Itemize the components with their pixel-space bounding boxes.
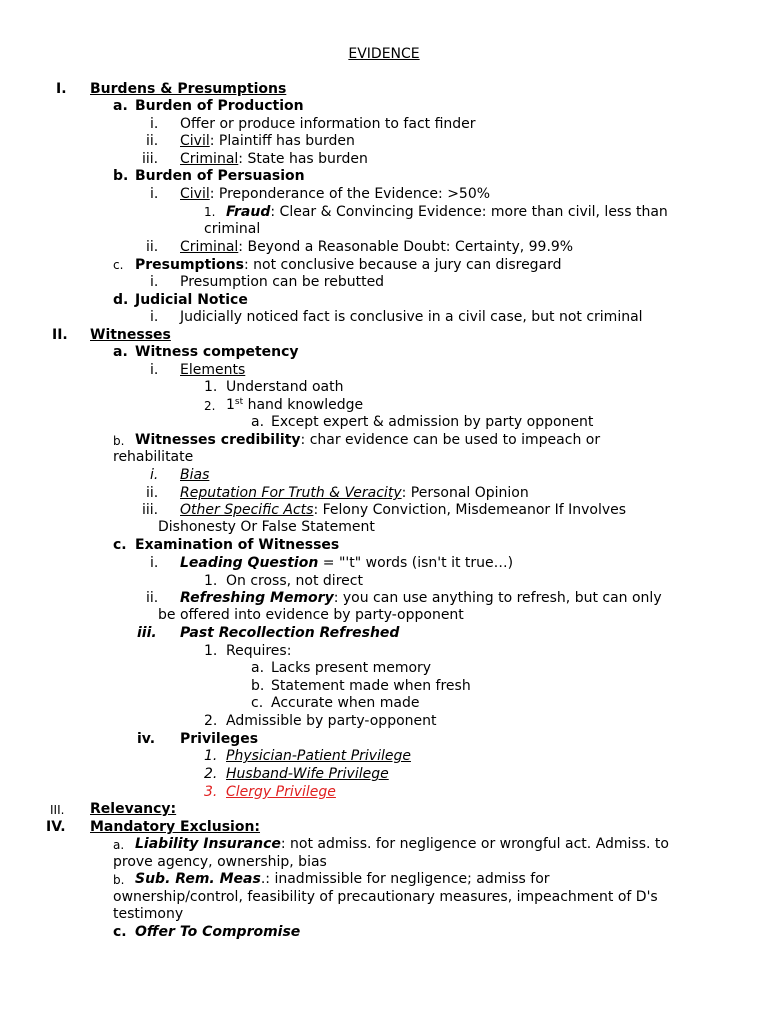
- s2-c-iii-1-c-text: Accurate when made: [271, 695, 420, 711]
- s4-b-text: [135, 871, 550, 888]
- s2-c-iv-text: Privileges: [180, 731, 259, 747]
- s2-c-i-text: [180, 555, 513, 572]
- s2-b-iii-italic-underlined: Other Specific Acts: [180, 502, 314, 518]
- s2-c-iv-2-text: Husband-Wife Privilege: [226, 766, 389, 782]
- s2-b-iii-text: [180, 502, 626, 519]
- s2-c-iii-text: Past Recollection Refreshed: [180, 625, 400, 641]
- s1-b-i-1-rest: : Clear & Convincing Evidence: more than civil, less than: [270, 204, 668, 220]
- s1-b-ii-number: ii.: [146, 239, 159, 255]
- s1-a-ii-underlined: Civil: [180, 133, 210, 149]
- s1-b-label: Burden of Persuasion: [135, 168, 305, 184]
- s1-a-iii-rest: : State has burden: [238, 151, 368, 167]
- s4-c-number: c.: [113, 924, 127, 940]
- s2-c-iv-number: iv.: [137, 731, 156, 747]
- s4-a-continuation: prove agency, ownership, bias: [113, 854, 327, 870]
- s2-c-ii-text: [180, 590, 662, 607]
- s4-a-rest: : not admiss. for negligence or wrongful act. Admiss. to: [280, 836, 669, 852]
- s2-c-iii-1-b-text: Statement made when fresh: [271, 678, 471, 694]
- s2-c-iii-2-text: Admissible by party-opponent: [226, 713, 437, 729]
- s2-b-ii-number: ii.: [146, 485, 159, 501]
- s2-a-i-2-text: [226, 397, 363, 414]
- s2-c-i-rest: = "'t" words (isn't it true…): [318, 555, 514, 571]
- s1-a-iii-text: [180, 151, 368, 168]
- s1-c-text: [135, 257, 562, 274]
- s2-b-iii-rest: : Felony Conviction, Misdemeanor If Involves: [313, 502, 627, 518]
- s1-b-ii-rest: : Beyond a Reasonable Doubt: Certainty, 99.9%: [238, 239, 574, 255]
- s4-a-text: [135, 836, 669, 853]
- s1-c-number: c.: [113, 258, 124, 272]
- s1-d-number: d.: [113, 292, 129, 308]
- s2-b-ii-italic-underlined: Reputation For Truth & Veracity: [180, 485, 402, 501]
- s2-a-i-1-number: 1.: [204, 379, 218, 395]
- s1-b-i-1-number: 1.: [204, 205, 216, 219]
- s2-a-label: Witness competency: [135, 344, 299, 360]
- s1-d-i-number: i.: [150, 309, 159, 325]
- s2-a-i-2-rest: hand knowledge: [243, 397, 364, 413]
- s4-b-continuation-1: ownership/control, feasibility of precautionary measures, impeachment of D's: [113, 889, 658, 905]
- s2-c-i-1-number: 1.: [204, 573, 218, 589]
- s1-a-ii-text: [180, 133, 355, 150]
- s2-a-number: a.: [113, 344, 128, 360]
- s4-b-rest: .: inadmissible for negligence; admiss for: [260, 871, 550, 887]
- s2-b-continuation: rehabilitate: [113, 449, 194, 465]
- s2-b-i-text: Bias: [180, 467, 210, 483]
- section-iv-heading: Mandatory Exclusion:: [90, 819, 261, 835]
- s1-b-ii-text: [180, 239, 573, 256]
- s4-b-number: b.: [113, 873, 125, 887]
- s4-a-bold-italic: Liability Insurance: [135, 836, 281, 852]
- s2-c-ii-bold-italic: Refreshing Memory: [180, 590, 334, 606]
- section-i-number: I.: [56, 81, 67, 97]
- s2-c-iii-1-a-number: a.: [251, 660, 265, 676]
- s2-a-i-1-text: Understand oath: [226, 379, 344, 395]
- s2-b-bold: Witnesses credibility: [135, 432, 301, 448]
- s1-c-bold: Presumptions: [135, 257, 244, 273]
- s1-b-i-1-continuation: criminal: [204, 221, 261, 237]
- s2-c-iii-1-b-number: b.: [251, 678, 265, 694]
- s2-a-i-text: Elements: [180, 362, 246, 378]
- s1-b-i-1-text: [226, 204, 668, 221]
- s2-c-iii-number: iii.: [137, 625, 157, 641]
- document-title: EVIDENCE: [348, 46, 420, 62]
- s2-c-iii-1-c-number: c.: [251, 695, 264, 711]
- s2-c-iv-3-text: Clergy Privilege: [226, 784, 336, 800]
- s1-b-ii-underlined: Criminal: [180, 239, 239, 255]
- s2-c-iii-2-number: 2.: [204, 713, 218, 729]
- s2-a-i-2-pre: 1: [226, 397, 235, 413]
- s4-c-text: Offer To Compromise: [135, 924, 301, 940]
- s1-c-i-number: i.: [150, 274, 159, 290]
- s1-b-i-underlined: Civil: [180, 186, 210, 202]
- s2-b-text: [135, 432, 600, 449]
- section-iv-number: IV.: [46, 819, 66, 835]
- s1-a-ii-number: ii.: [146, 133, 159, 149]
- s2-c-iv-1-text: Physician-Patient Privilege: [226, 748, 411, 764]
- s2-a-i-2-a-text: Except expert & admission by party opponent: [271, 414, 594, 430]
- s1-d-i-text: Judicially noticed fact is conclusive in a civil case, but not criminal: [180, 309, 643, 325]
- s2-b-iii-continuation: Dishonesty Or False Statement: [158, 519, 375, 535]
- s2-b-rest: : char evidence can be used to impeach or: [300, 432, 601, 448]
- s2-c-iii-1-number: 1.: [204, 643, 218, 659]
- s2-b-ii-rest: : Personal Opinion: [401, 485, 529, 501]
- s2-c-i-1-text: On cross, not direct: [226, 573, 363, 589]
- s2-a-i-2-superscript: st: [234, 397, 244, 407]
- s2-c-label: Examination of Witnesses: [135, 537, 340, 553]
- s4-b-bold-italic: Sub. Rem. Meas: [135, 871, 261, 887]
- s1-b-number: b.: [113, 168, 129, 184]
- s2-b-ii-text: [180, 485, 529, 502]
- s1-a-i-text: Offer or produce information to fact finder: [180, 116, 476, 132]
- s2-a-i-2-number: 2.: [204, 399, 216, 413]
- s2-b-i-number: i.: [150, 467, 159, 483]
- s2-c-iii-1-a-text: Lacks present memory: [271, 660, 432, 676]
- s1-d-label: Judicial Notice: [135, 292, 248, 308]
- s1-a-iii-underlined: Criminal: [180, 151, 239, 167]
- s2-b-number: b.: [113, 434, 125, 448]
- s2-b-iii-number: iii.: [142, 502, 159, 518]
- s2-c-iv-1-number: 1.: [204, 748, 218, 764]
- s4-b-continuation-2: testimony: [113, 906, 184, 922]
- section-iii-heading: Relevancy:: [90, 801, 177, 817]
- s2-c-i-number: i.: [150, 555, 159, 571]
- s1-b-i-number: i.: [150, 186, 159, 202]
- section-ii-number: II.: [52, 327, 68, 343]
- s1-a-ii-rest: : Plaintiff has burden: [209, 133, 355, 149]
- s1-c-i-text: Presumption can be rebutted: [180, 274, 385, 290]
- s2-c-ii-number: ii.: [146, 590, 159, 606]
- s1-a-iii-number: iii.: [142, 151, 159, 167]
- section-ii-heading: Witnesses: [90, 327, 171, 343]
- s2-c-iii-1-text: Requires:: [226, 643, 292, 659]
- s2-c-ii-continuation: be offered into evidence by party-opponent: [158, 607, 464, 623]
- s1-a-label: Burden of Production: [135, 98, 304, 114]
- s2-a-i-number: i.: [150, 362, 159, 378]
- s1-b-i-1-bold-italic: Fraud: [226, 204, 271, 220]
- section-iii-number: III.: [50, 803, 65, 817]
- s1-b-i-rest: : Preponderance of the Evidence: >50%: [209, 186, 491, 202]
- s2-c-ii-rest: : you can use anything to refresh, but can only: [333, 590, 662, 606]
- s2-c-number: c.: [113, 537, 127, 553]
- s2-c-i-bold-italic: Leading Question: [180, 555, 319, 571]
- s1-c-rest: : not conclusive because a jury can disregard: [243, 257, 562, 273]
- s1-a-i-number: i.: [150, 116, 159, 132]
- s4-a-number: a.: [113, 838, 125, 852]
- s2-a-i-2-a-number: a.: [251, 414, 265, 430]
- s2-c-iv-2-number: 2.: [204, 766, 218, 782]
- s1-a-number: a.: [113, 98, 128, 114]
- section-i-heading: Burdens & Presumptions: [90, 81, 287, 97]
- s2-c-iv-3-number: 3.: [204, 784, 218, 800]
- s1-b-i-text: [180, 186, 490, 203]
